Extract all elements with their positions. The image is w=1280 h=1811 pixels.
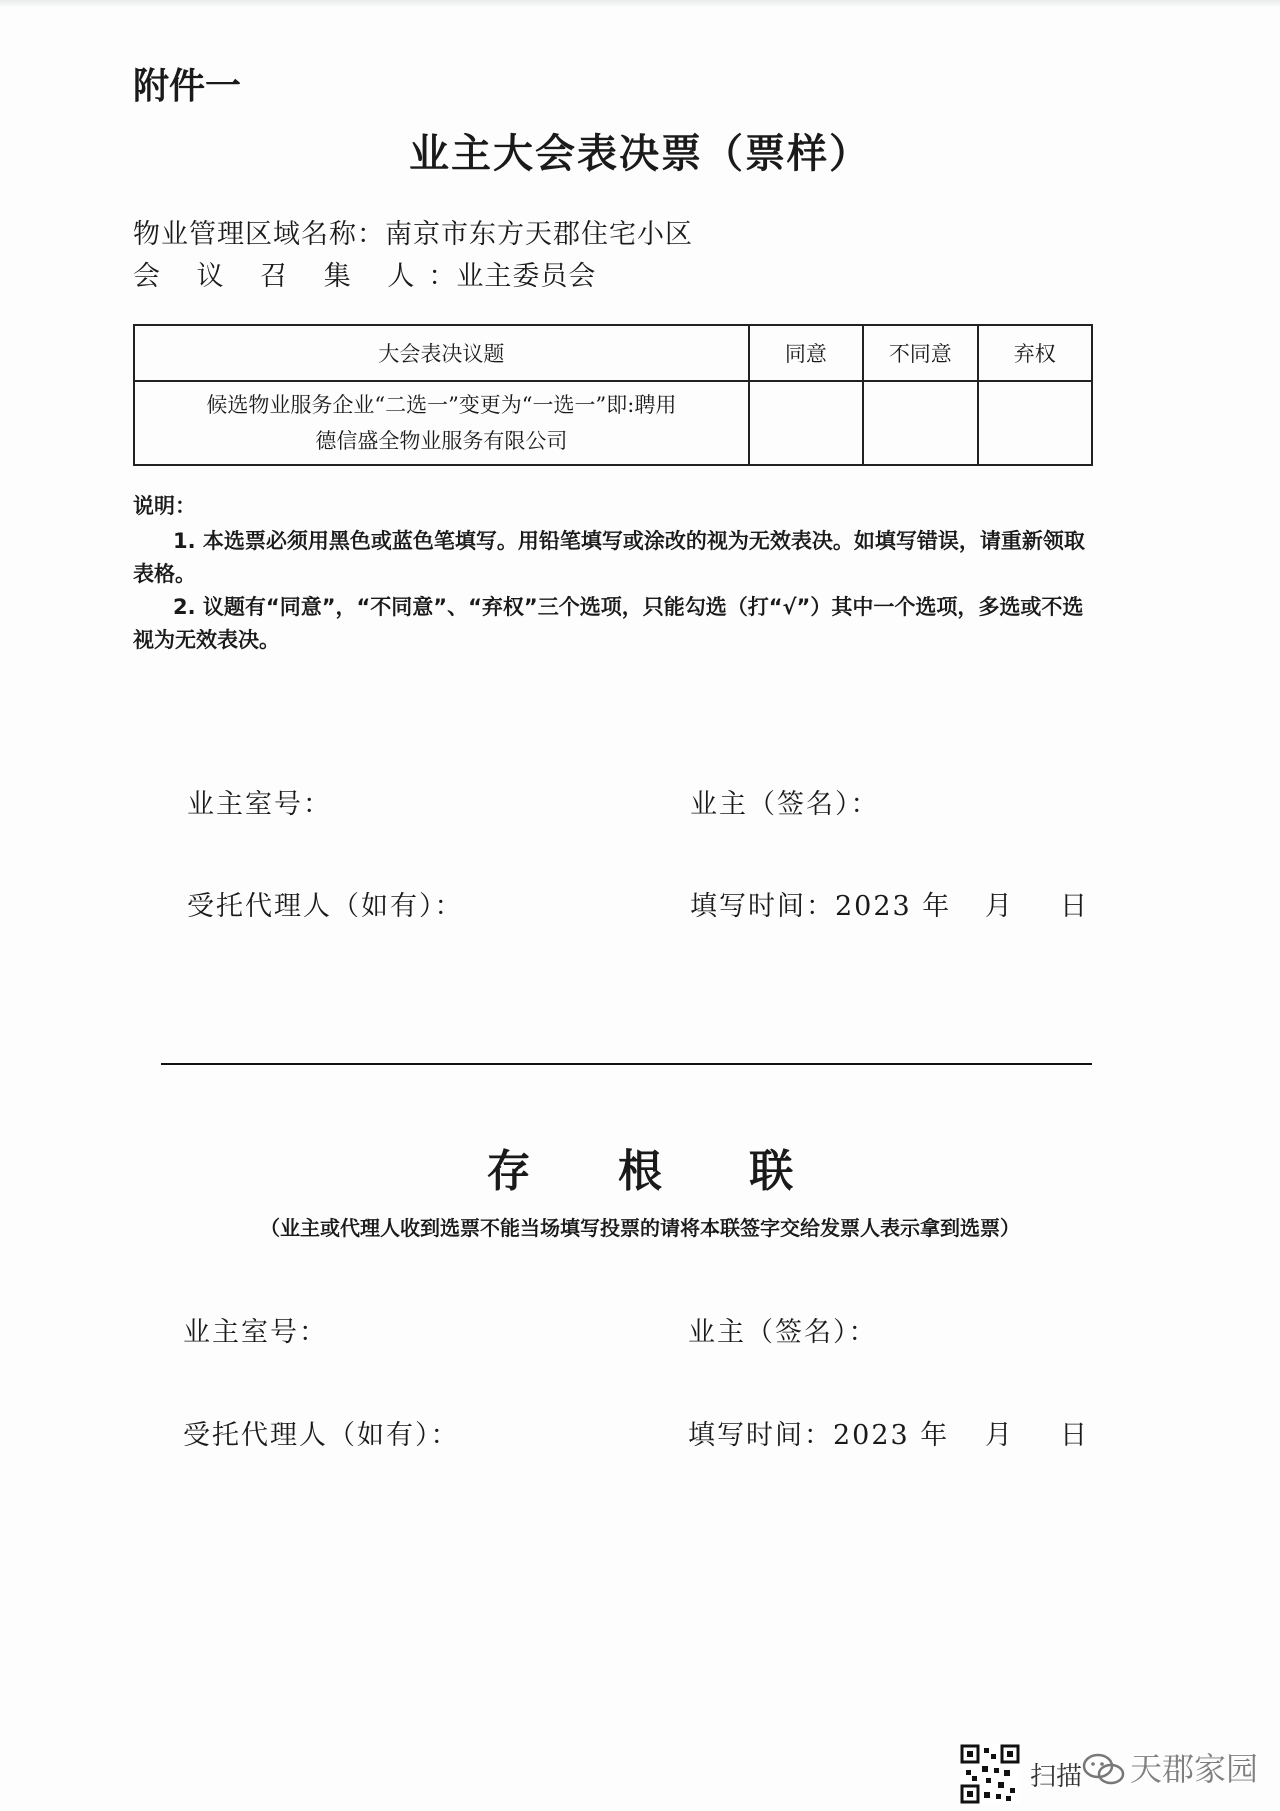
note-item-1: 1. 本选票必须用黑色或蓝色笔填写。用铅笔填写或涂改的视为无效表决。如填写错误，请重新领取表格。 (133, 529, 1085, 586)
fill-month-field[interactable]: 月 (985, 891, 1014, 922)
header-disagree: 不同意 (863, 325, 977, 381)
area-name-value: 南京市东方天郡住宅小区 (385, 219, 693, 250)
notes-title: 说明： (133, 494, 196, 518)
stub-title: 存 根 联 (486, 1146, 794, 1197)
area-name-line (133, 212, 693, 251)
topic-line-1: 候选物业服务企业“二选一”变更为“一选一”即:聘用 (206, 393, 677, 417)
table-row (134, 381, 1092, 465)
stub-proxy-field[interactable]: 受托代理人（如有）： (183, 1420, 460, 1451)
header-agree: 同意 (749, 325, 863, 381)
footer-scan-text: 扫描 (1030, 1762, 1083, 1792)
footer-brand-watermark: 天郡家园 (1130, 1750, 1259, 1788)
vote-table (133, 324, 1093, 466)
owner-signature-field[interactable]: 业主（签名）： (690, 789, 880, 820)
wechat-icon (1082, 1752, 1126, 1788)
room-number-field[interactable]: 业主室号： (187, 789, 332, 820)
stub-owner-signature-field[interactable]: 业主（签名）： (688, 1317, 878, 1348)
stub-note: （业主或代理人收到选票不能当场填写投票的请将本联签字交给发票人表示拿到选票） (260, 1216, 1020, 1240)
area-name-label: 物业管理区域名称： (133, 219, 385, 250)
qr-code-icon[interactable] (960, 1744, 1020, 1804)
convener-value: ：业主委员会 (428, 261, 597, 292)
stub-fill-time-field[interactable]: 填写时间：2023 年 (688, 1420, 950, 1451)
page-title: 业主大会表决票（票样） (409, 131, 871, 177)
convener-label: 会 议 召 集 人 (133, 261, 429, 292)
fill-time-field[interactable]: 填写时间：2023 年 (690, 891, 952, 922)
fill-day-field[interactable]: 日 (1060, 891, 1089, 922)
note-item-2: 2. 议题有“同意”，“不同意”、“弃权”三个选项，只能勾选（打“√”）其中一个选项，多选或不选视为无效表决。 (133, 595, 1084, 652)
stub-fill-day-field[interactable]: 日 (1060, 1420, 1089, 1451)
agree-checkbox-cell[interactable] (749, 381, 863, 465)
proxy-field[interactable]: 受托代理人（如有）： (187, 891, 464, 922)
attachment-label: 附件一 (133, 66, 242, 107)
stub-room-number-field[interactable]: 业主室号： (183, 1317, 328, 1348)
topic-line-2: 德信盛全物业服务有限公司 (315, 429, 568, 453)
scan-edge-shadow (0, 0, 1280, 8)
topic-cell (134, 381, 749, 465)
abstain-checkbox-cell[interactable] (978, 381, 1092, 465)
header-topic: 大会表决议题 (134, 325, 749, 381)
header-abstain: 弃权 (978, 325, 1092, 381)
disagree-checkbox-cell[interactable] (863, 381, 977, 465)
cut-line-divider (161, 1063, 1092, 1065)
stub-fill-month-field[interactable]: 月 (985, 1420, 1014, 1451)
vote-table-header-row (134, 325, 1092, 381)
convener-line (133, 254, 596, 293)
